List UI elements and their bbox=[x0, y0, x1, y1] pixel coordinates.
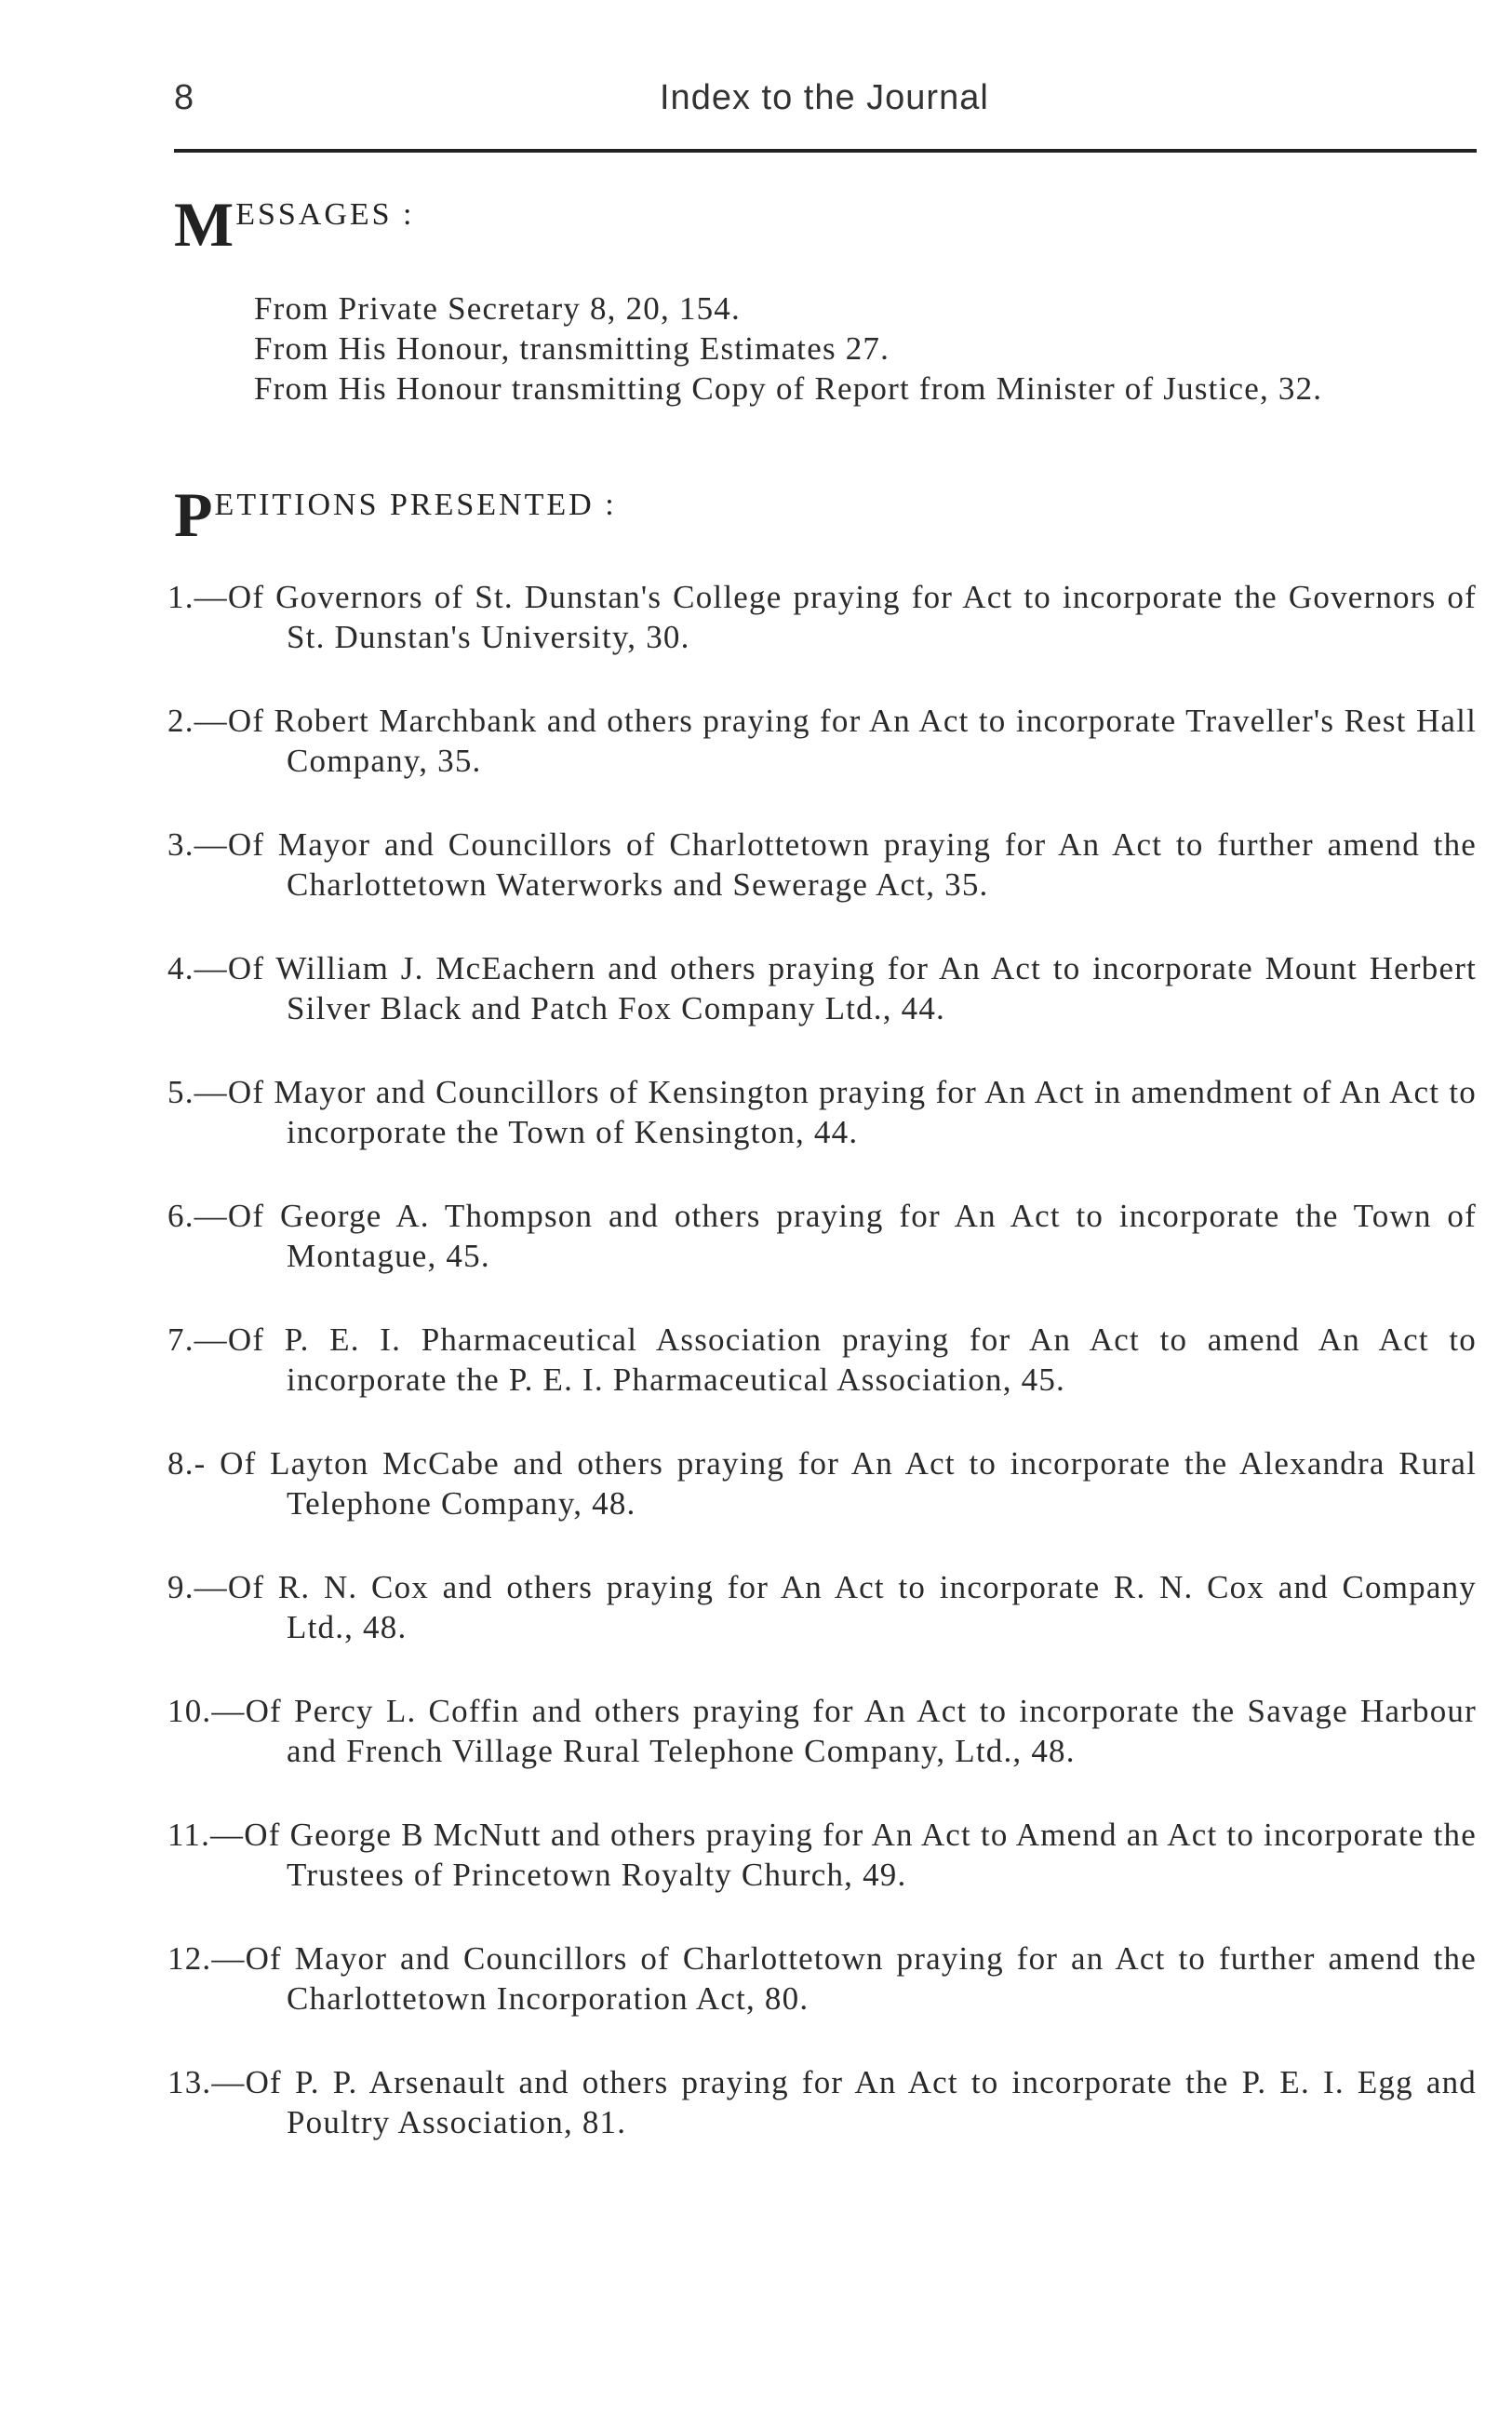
petition-number: 9.— bbox=[167, 1569, 228, 1605]
petition-number: 6.— bbox=[167, 1198, 228, 1234]
petition-text: Of Mayor and Councillors of Charlottetown praying for An Act to further amend the Charlottetown Waterworks and Sewerage Act, 35. bbox=[227, 826, 1477, 903]
messages-heading bbox=[174, 189, 415, 260]
petition-item bbox=[167, 1196, 1477, 1276]
petition-item bbox=[167, 1072, 1477, 1152]
petition-number: 12.— bbox=[167, 1940, 246, 1977]
petition-text: Of Mayor and Councillors of Charlottetown praying for an Act to further amend the Charlottetown Incorporation Act, 80. bbox=[245, 1940, 1477, 2017]
petition-item bbox=[167, 577, 1477, 657]
petition-text: Of George B McNutt and others praying for An Act to Amend an Act to incorporate the Trustees of Princetown Royalty Church, 49. bbox=[244, 1817, 1477, 1893]
page-header bbox=[174, 73, 1477, 128]
header-rule bbox=[174, 149, 1477, 153]
petition-item bbox=[167, 2062, 1477, 2142]
petition-item bbox=[167, 1567, 1477, 1647]
petition-item bbox=[167, 1443, 1477, 1523]
page-number: 8 bbox=[174, 78, 194, 117]
petition-text: Of P. E. I. Pharmaceutical Association praying for An Act to amend An Act to incorporate the P. E. I. Pharmaceutical Association, 45. bbox=[227, 1321, 1477, 1398]
petition-number: 10.— bbox=[167, 1693, 246, 1729]
petitions-heading-initial: P bbox=[174, 479, 213, 550]
petition-text: Of R. N. Cox and others praying for An Act to incorporate R. N. Cox and Company Ltd., 48. bbox=[227, 1569, 1477, 1645]
petition-number: 1.— bbox=[167, 579, 228, 615]
petition-text: Of Mayor and Councillors of Kensington praying for An Act in amendment of An Act to incorporate the Town of Kensington, 44. bbox=[227, 1074, 1477, 1150]
petition-item bbox=[167, 1320, 1477, 1400]
message-item: From His Honour, transmitting Estimates 27. bbox=[254, 330, 890, 367]
petitions-heading-text: ETITIONS PRESENTED : bbox=[214, 488, 617, 522]
running-title: Index to the Journal bbox=[660, 78, 989, 117]
petition-number: 7.— bbox=[167, 1321, 228, 1358]
petition-number: 11.— bbox=[167, 1817, 245, 1853]
message-item: From His Honour transmitting Copy of Report from Minister of Justice, 32. bbox=[254, 370, 1323, 407]
petition-item bbox=[167, 701, 1477, 781]
messages-heading-text: ESSAGES : bbox=[235, 197, 415, 232]
petition-text: Of P. P. Arsenault and others praying for An Act to incorporate the P. E. I. Egg and Poultry Association, 81. bbox=[245, 2064, 1477, 2140]
petition-number: 2.— bbox=[167, 703, 228, 739]
petition-item bbox=[167, 1815, 1477, 1895]
petition-number: 13.— bbox=[167, 2064, 246, 2100]
petition-item bbox=[167, 825, 1477, 905]
petition-text: Of Layton McCabe and others praying for An Act to incorporate the Alexandra Rural Telephone Company, 48. bbox=[220, 1445, 1477, 1522]
petition-item bbox=[167, 1938, 1477, 2019]
petition-item bbox=[167, 1691, 1477, 1771]
petition-number: 4.— bbox=[167, 950, 228, 986]
petition-number: 8.- bbox=[167, 1445, 221, 1482]
petition-number: 3.— bbox=[167, 826, 228, 863]
messages-list bbox=[254, 288, 1477, 409]
petition-text: Of George A. Thompson and others praying for An Act to incorporate the Town of Montague, 45. bbox=[227, 1198, 1477, 1274]
petition-text: Of Robert Marchbank and others praying for An Act to incorporate Traveller's Rest Hall Company, 35. bbox=[227, 703, 1477, 779]
petitions-list bbox=[167, 577, 1477, 2186]
petition-text: Of Governors of St. Dunstan's College praying for Act to incorporate the Governors of St. Dunstan's University, 30. bbox=[227, 579, 1477, 655]
messages-heading-initial: M bbox=[174, 189, 234, 260]
petition-text: Of Percy L. Coffin and others praying for An Act to incorporate the Savage Harbour and French Village Rural Telephone Company, Ltd., 48. bbox=[245, 1693, 1477, 1769]
petition-number: 5.— bbox=[167, 1074, 228, 1110]
petition-text: Of William J. McEachern and others praying for An Act to incorporate Mount Herbert Silver Black and Patch Fox Company Ltd., 44. bbox=[227, 950, 1477, 1026]
message-item: From Private Secretary 8, 20, 154. bbox=[254, 290, 741, 327]
petitions-heading bbox=[174, 479, 617, 550]
petition-item bbox=[167, 948, 1477, 1028]
